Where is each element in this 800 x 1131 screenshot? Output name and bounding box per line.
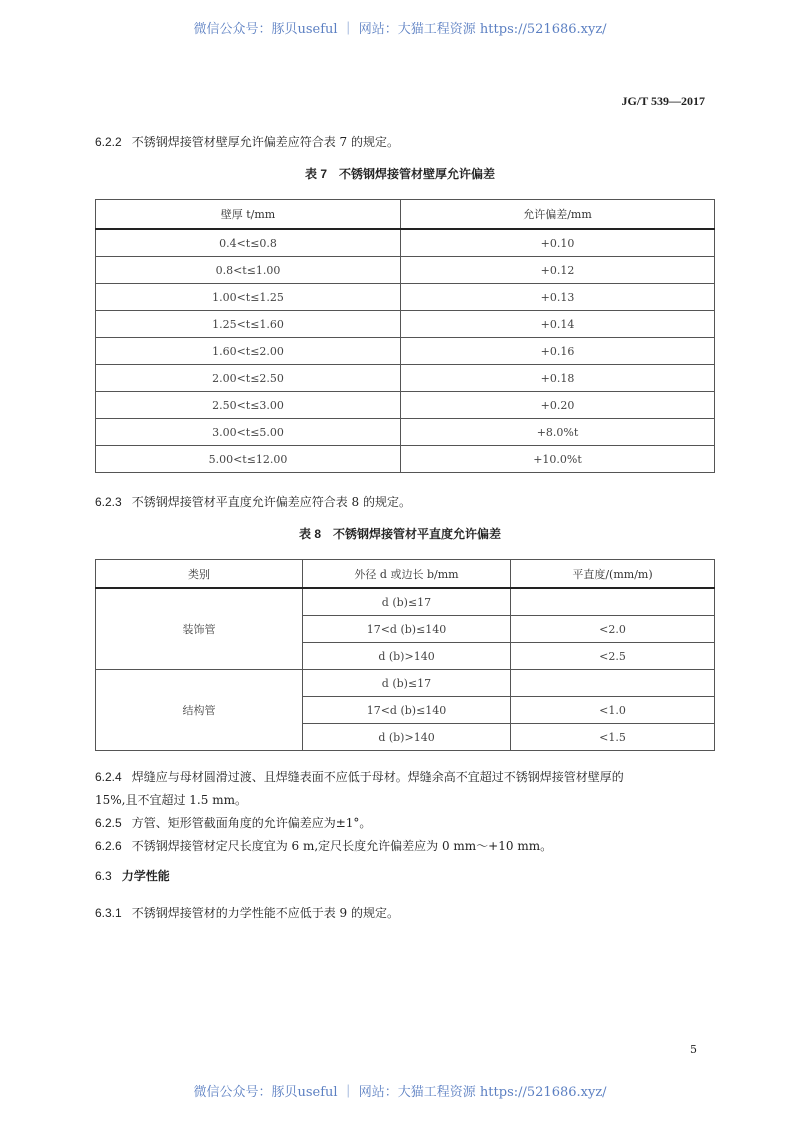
section-6-3-heading: [95, 867, 170, 884]
thickness-cell: 5.00<t≤12.00: [96, 446, 401, 473]
size-cell: d (b)>140: [303, 724, 511, 751]
section-title: 力学性能: [121, 869, 170, 883]
clause-text: 焊缝应与母材圆滑过渡、且焊缝表面不应低于母材。焊缝余高不宜超过不锈钢焊接管材壁厚的: [131, 770, 624, 784]
clause-number: 6.2.6: [95, 839, 122, 853]
thickness-cell: 0.4<t≤0.8: [96, 229, 401, 257]
size-cell: d (b)≤17: [303, 588, 511, 616]
tolerance-cell: +0.13: [401, 284, 715, 311]
table-header-row: [96, 200, 715, 230]
straightness-cell: [511, 670, 715, 697]
section-number: 6.3: [95, 869, 112, 883]
straightness-cell: [511, 588, 715, 616]
table-row: [96, 446, 715, 473]
watermark-bottom: 微信公众号：豚贝useful ｜ 网站：大猫工程资源 https://521686.xyz/: [193, 1085, 607, 1100]
table-row: [96, 588, 715, 616]
straightness-cell: <1.5: [511, 724, 715, 751]
table-7-caption: 表 7 不锈钢焊接管材壁厚允许偏差: [304, 167, 495, 181]
clause-6-2-3: [95, 493, 411, 510]
table-8: [95, 559, 715, 751]
table-row: [96, 338, 715, 365]
clause-6-2-6: [95, 837, 552, 854]
thickness-cell: 3.00<t≤5.00: [96, 419, 401, 446]
thickness-cell: 1.60<t≤2.00: [96, 338, 401, 365]
clause-number: 6.2.4: [95, 770, 122, 784]
table-7: [95, 199, 715, 473]
size-cell: d (b)>140: [303, 643, 511, 670]
size-cell: 17<d (b)≤140: [303, 697, 511, 724]
clause-number: 6.2.2: [95, 135, 122, 149]
header-cell: 壁厚 t/mm: [96, 200, 401, 230]
tolerance-cell: +0.20: [401, 392, 715, 419]
tolerance-cell: +10.0%t: [401, 446, 715, 473]
clause-text: 不锈钢焊接管材的力学性能不应低于表 9 的规定。: [131, 906, 399, 920]
table-row: [96, 392, 715, 419]
header-cell: 类别: [96, 560, 303, 589]
tolerance-cell: +8.0%t: [401, 419, 715, 446]
table-row: [96, 284, 715, 311]
header-cell: 平直度/(mm/m): [511, 560, 715, 589]
clause-6-3-1: [95, 904, 399, 921]
clause-number: 6.3.1: [95, 906, 122, 920]
header-cell: 允许偏差/mm: [401, 200, 715, 230]
tolerance-cell: +0.14: [401, 311, 715, 338]
straightness-cell: <2.0: [511, 616, 715, 643]
table-row: [96, 311, 715, 338]
category-cell: 装饰管: [96, 588, 303, 670]
clause-number: 6.2.5: [95, 816, 122, 830]
table-row: [96, 365, 715, 392]
clause-text: 不锈钢焊接管材定尺长度宜为 6 m,定尺长度允许偏差应为 0 mm～+10 mm。: [131, 839, 553, 853]
tolerance-cell: +0.16: [401, 338, 715, 365]
standard-number-header: JG/T 539—2017: [621, 94, 705, 108]
table-row: [96, 229, 715, 257]
clause-6-2-4-continued: 15%,且不宜超过 1.5 mm。: [95, 793, 247, 807]
thickness-cell: 1.25<t≤1.60: [96, 311, 401, 338]
thickness-cell: 1.00<t≤1.25: [96, 284, 401, 311]
clause-6-2-5: [95, 814, 371, 831]
category-cell: 结构管: [96, 670, 303, 751]
size-cell: 17<d (b)≤140: [303, 616, 511, 643]
size-cell: d (b)≤17: [303, 670, 511, 697]
table-row: [96, 419, 715, 446]
thickness-cell: 2.50<t≤3.00: [96, 392, 401, 419]
tolerance-cell: +0.10: [401, 229, 715, 257]
table-row: [96, 257, 715, 284]
header-cell: 外径 d 或边长 b/mm: [303, 560, 511, 589]
straightness-cell: <1.0: [511, 697, 715, 724]
thickness-cell: 0.8<t≤1.00: [96, 257, 401, 284]
tolerance-cell: +0.18: [401, 365, 715, 392]
table-row: [96, 670, 715, 697]
clause-text: 不锈钢焊接管材平直度允许偏差应符合表 8 的规定。: [131, 495, 411, 509]
table-header-row: [96, 560, 715, 589]
clause-6-2-2: [95, 133, 399, 150]
clause-6-2-4: [95, 768, 624, 785]
table-8-caption: 表 8 不锈钢焊接管材平直度允许偏差: [298, 527, 501, 541]
straightness-cell: <2.5: [511, 643, 715, 670]
clause-text: 方管、矩形管截面角度的允许偏差应为±1°。: [131, 816, 372, 830]
tolerance-cell: +0.12: [401, 257, 715, 284]
clause-number: 6.2.3: [95, 495, 122, 509]
watermark-top: 微信公众号：豚贝useful ｜ 网站：大猫工程资源 https://521686.xyz/: [193, 22, 607, 37]
clause-text: 不锈钢焊接管材壁厚允许偏差应符合表 7 的规定。: [131, 135, 399, 149]
page-number: 5: [690, 1043, 697, 1056]
thickness-cell: 2.00<t≤2.50: [96, 365, 401, 392]
